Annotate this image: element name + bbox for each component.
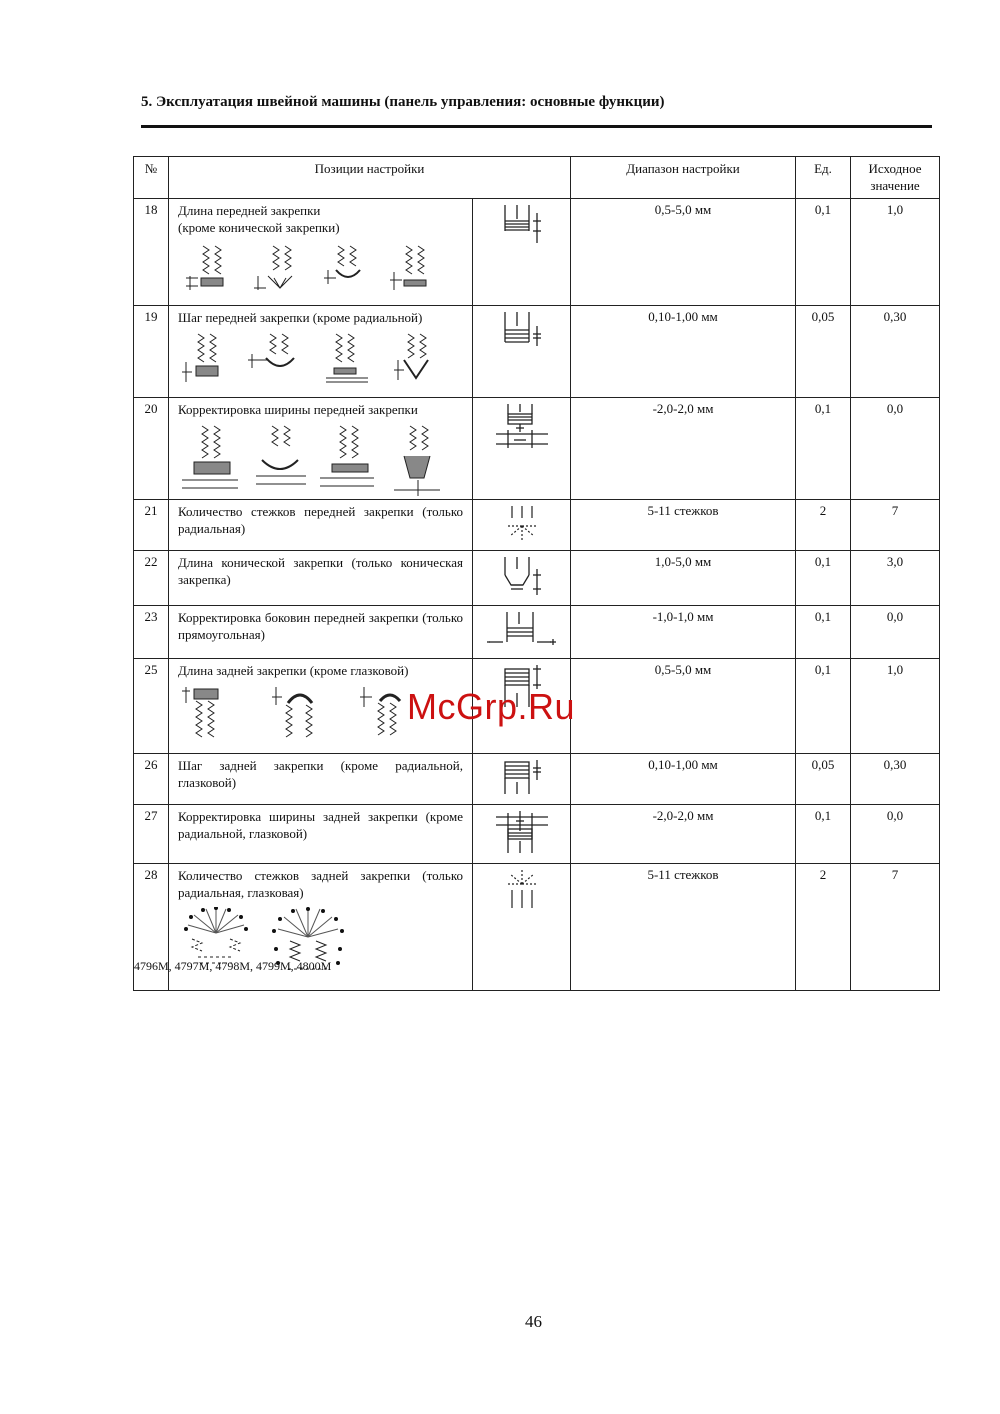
row-range: 5-11 стежков: [571, 864, 796, 991]
table-row: [134, 606, 940, 659]
table-row: [134, 805, 940, 864]
row-range: 5-11 стежков: [571, 500, 796, 551]
row-default: 1,0: [851, 199, 940, 306]
settings-table: [133, 156, 940, 991]
row-default: 0,0: [851, 805, 940, 864]
row-range: 1,0-5,0 мм: [571, 551, 796, 606]
row-num: 21: [134, 500, 169, 551]
col-header-range: Диапазон настройки: [571, 157, 796, 199]
row-num: 27: [134, 805, 169, 864]
row-name: Количество стежков передней закрепки (только радиальная): [178, 504, 463, 536]
table-row: [134, 199, 940, 306]
row-name: Корректировка ширины задней закрепки (кроме радиальной, глазковой): [178, 809, 463, 841]
taper-bartack-length-icon: [499, 555, 545, 597]
row-unit: 0,05: [796, 306, 851, 398]
row-num: 20: [134, 398, 169, 500]
col-header-default-line1: Исходное: [868, 161, 922, 176]
row-range: -2,0-2,0 мм: [571, 398, 796, 500]
radial-stitch-count-icon: [502, 504, 542, 542]
row-default: 0,0: [851, 606, 940, 659]
row-name: Корректировка боковин передней закрепки (только прямоугольная): [178, 610, 463, 642]
row-name: Шаг передней закрепки (кроме радиальной): [178, 310, 423, 325]
side-correction-icon: [485, 610, 559, 650]
front-bartack-pitch-diagrams: [178, 332, 463, 390]
col-header-unit: Ед.: [796, 157, 851, 199]
rear-radial-stitch-count-icon: [502, 868, 542, 910]
row-range: 0,5-5,0 мм: [571, 659, 796, 754]
row-unit: 0,1: [796, 551, 851, 606]
row-name: Длина передней закрепки (кроме конической закрепки): [178, 203, 340, 235]
table-row: [134, 306, 940, 398]
row-range: 0,5-5,0 мм: [571, 199, 796, 306]
col-header-num: №: [134, 157, 169, 199]
row-default: 0,30: [851, 306, 940, 398]
row-unit: 0,1: [796, 805, 851, 864]
row-default: 7: [851, 500, 940, 551]
header-rule: [141, 125, 932, 128]
front-bartack-length-diagrams: [178, 242, 463, 294]
row-range: -2,0-2,0 мм: [571, 805, 796, 864]
col-header-item: Позиции настройки: [169, 157, 571, 199]
rear-bartack-width-icon: [494, 809, 550, 855]
row-num: 26: [134, 754, 169, 805]
row-default: 0,30: [851, 754, 940, 805]
section-title: 5. Эксплуатация швейной машины (панель управления: основные функции): [141, 94, 665, 110]
row-default: 0,0: [851, 398, 940, 500]
col-header-default: [851, 157, 940, 199]
row-num: 19: [134, 306, 169, 398]
row-name: Корректировка ширины передней закрепки: [178, 402, 418, 417]
row-unit: 0,1: [796, 199, 851, 306]
row-num: 25: [134, 659, 169, 754]
row-range: 0,10-1,00 мм: [571, 306, 796, 398]
front-bartack-width-diagrams: [178, 424, 463, 496]
row-default: 7: [851, 864, 940, 991]
table-row: [134, 500, 940, 551]
page-number: 46: [525, 1312, 542, 1331]
row-unit: 2: [796, 500, 851, 551]
front-bartack-width-icon: [494, 402, 550, 450]
row-name: Длина задней закрепки (кроме глазковой): [178, 663, 409, 678]
table-row: [134, 398, 940, 500]
row-unit: 0,1: [796, 606, 851, 659]
model-list: 4796M, 4797M, 4798M, 4799M, 4800M: [134, 959, 332, 973]
row-unit: 0,1: [796, 398, 851, 500]
row-num: 22: [134, 551, 169, 606]
row-unit: 0,05: [796, 754, 851, 805]
table-row: [134, 551, 940, 606]
row-name: Шаг задней закрепки (кроме радиальной, глазковой): [178, 758, 463, 790]
row-default: 1,0: [851, 659, 940, 754]
row-unit: 2: [796, 864, 851, 991]
row-num: 23: [134, 606, 169, 659]
row-num: 28: [134, 864, 169, 991]
row-range: 0,10-1,00 мм: [571, 754, 796, 805]
row-name: Количество стежков задней закрепки (только радиальная, глазковая): [178, 868, 463, 900]
table-header-row: [134, 157, 940, 199]
watermark: McGrp.Ru: [407, 686, 576, 727]
rear-bartack-pitch-icon: [499, 758, 545, 796]
front-bartack-pitch-icon: [499, 310, 545, 354]
row-name: Длина конической закрепки (только коническая закрепка): [178, 555, 463, 587]
row-unit: 0,1: [796, 659, 851, 754]
row-num: 18: [134, 199, 169, 306]
row-default: 3,0: [851, 551, 940, 606]
front-bartack-length-icon: [499, 203, 545, 247]
row-range: -1,0-1,0 мм: [571, 606, 796, 659]
table-row: [134, 754, 940, 805]
col-header-default-line2: значение: [870, 178, 920, 193]
